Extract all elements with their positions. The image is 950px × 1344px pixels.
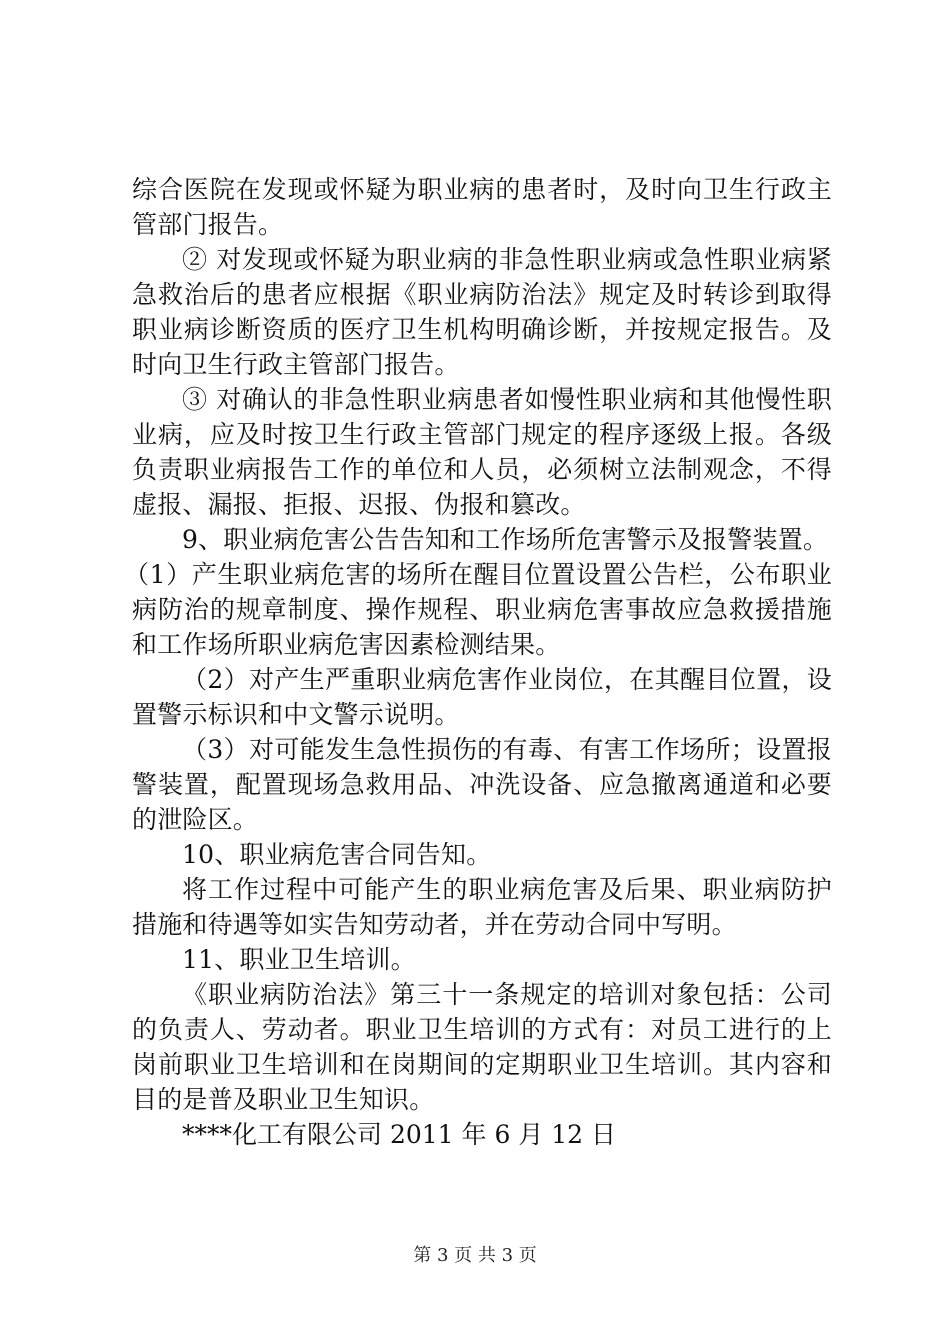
document-body [124, 172, 832, 1152]
paragraph-1: 综合医院在发现或怀疑为职业病的患者时，及时向卫生行政主管部门报告。 [132, 175, 832, 239]
paragraph-10: 将工作过程中可能产生的职业病危害及后果、职业病防护措施和待遇等如实告知劳动者，并在劳动合同中写明。 [132, 875, 832, 939]
paragraph-2: ② 对发现或怀疑为职业病的非急性职业病或急性职业病紧急救治后的患者应根据《职业病防治法》规定及时转诊到取得职业病诊断资质的医疗卫生机构明确诊断，并按规定报告。及时向卫生行政主管部门报告。 [132, 245, 832, 379]
paragraph-11: 《职业病防治法》第三十一条规定的培训对象包括：公司的负责人、劳动者。职业卫生培训的方式有：对员工进行的上岗前职业卫生培训和在岗期间的定期职业卫生培训。其内容和目的是普及职业卫生知识。 [132, 980, 832, 1114]
section-heading-11: 11、职业卫生培训。 [182, 945, 416, 974]
paragraph-9-2: （2）对产生严重职业病危害作业岗位，在其醒目位置，设置警示标识和中文警示说明。 [132, 665, 832, 729]
signature-line: ****化工有限公司 2011 年 6 月 12 日 [182, 1120, 617, 1149]
page-footer: 第 3 页 共 3 页 [413, 1245, 537, 1266]
paragraph-3: ③ 对确认的非急性职业病患者如慢性职业病和其他慢性职业病，应及时按卫生行政主管部门规定的程序逐级上报。各级负责职业病报告工作的单位和人员，必须树立法制观念，不得虚报、漏报、拒报、迟报、伪报和篡改。 [132, 385, 832, 519]
section-heading-10: 10、职业病危害合同告知。 [182, 840, 492, 869]
paragraph-9-3: （3）对可能发生急性损伤的有毒、有害工作场所；设置报警装置，配置现场急救用品、冲洗设备、应急撤离通道和必要的泄险区。 [132, 735, 832, 834]
section-heading-9: 9、职业病危害公告告知和工作场所危害警示及报警装置。 [182, 525, 829, 554]
paragraph-9-1: （1）产生职业病危害的场所在醒目位置设置公告栏，公布职业病防治的规章制度、操作规程、职业病危害事故应急救援措施和工作场所职业病危害因素检测结果。 [124, 560, 832, 659]
